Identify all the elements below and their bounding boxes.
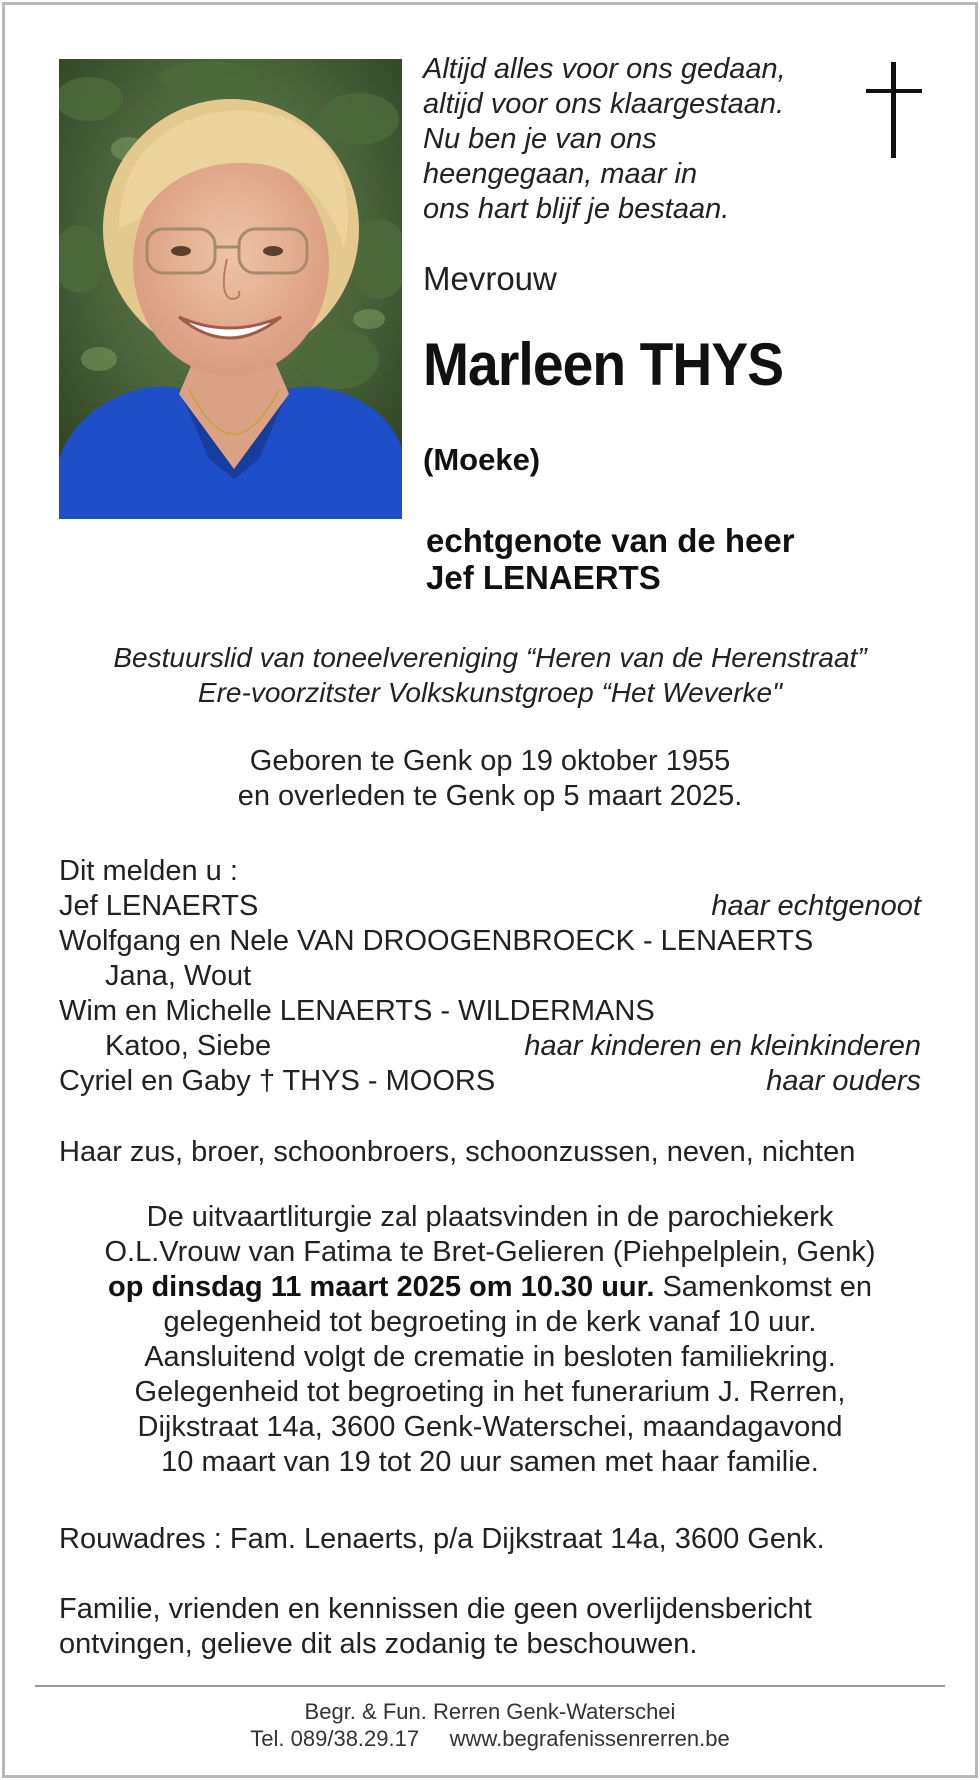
portrait-photo	[59, 59, 402, 519]
function-line: Ere-voorzitster Volkskunstgroep “Het Weverke"	[197, 677, 783, 708]
list-item	[59, 889, 921, 924]
funeral-line: Aansluitend volgt de crematie in besloten familiekring.	[144, 1341, 836, 1373]
spouse-line-2: Jef LENAERTS	[426, 559, 661, 596]
list-item	[59, 1029, 921, 1064]
funeral-line: Gelegenheid tot begroeting in het funerarium J. Rerren,	[134, 1376, 846, 1408]
intro-text: Dit melden u :	[59, 855, 238, 887]
list-item	[59, 994, 921, 1029]
announcer-name: Jana, Wout	[105, 960, 252, 992]
footer	[40, 1698, 940, 1752]
poem-line: altijd voor ons klaargestaan.	[423, 88, 785, 120]
announcer-name: Katoo, Siebe	[105, 1030, 272, 1062]
funeral-line: O.L.Vrouw van Fatima te Bret-Gelieren (Piehpelplein, Genk)	[104, 1236, 876, 1268]
announcers	[59, 854, 921, 1099]
footer-contact: Tel. 089/38.29.17 www.begrafenissenrerren.be	[250, 1726, 730, 1751]
announcer-relation: haar kinderen en kleinkinderen	[524, 1030, 921, 1062]
divider	[35, 1685, 945, 1687]
announcer-name: Cyriel en Gaby † THYS - MOORS	[59, 1065, 496, 1097]
notice-line: Familie, vrienden en kennissen die geen overlijdensbericht	[59, 1593, 812, 1625]
notice-line: ontvingen, gelieve dit als zodanig te beschouwen.	[59, 1628, 698, 1660]
list-item	[59, 924, 921, 959]
funeral-line: 10 maart van 19 tot 20 uur samen met haar familie.	[161, 1446, 819, 1478]
functions	[40, 640, 940, 710]
deceased-name: Marleen THYS	[423, 331, 784, 398]
funeral-line	[40, 1270, 940, 1305]
salutation: Mevrouw	[423, 260, 557, 297]
footer-company: Begr. & Fun. Rerren Genk-Waterschei	[304, 1699, 676, 1724]
funeral-date: op dinsdag 11 maart 2025 om 10.30 uur.	[107, 1271, 655, 1303]
siblings: Haar zus, broer, schoonbroers, schoonzussen, neven, nichten	[59, 1136, 856, 1168]
announcer-name: Wolfgang en Nele VAN DROOGENBROECK - LENAERTS	[59, 925, 814, 957]
funeral-line: De uitvaartliturgie zal plaatsvinden in de parochiekerk	[146, 1201, 834, 1233]
funeral-line: gelegenheid tot begroeting in de kerk vanaf 10 uur.	[163, 1306, 817, 1338]
mourning-address: Rouwadres : Fam. Lenaerts, p/a Dijkstraat 14a, 3600 Genk.	[59, 1523, 825, 1555]
announcer-relation: haar ouders	[766, 1065, 921, 1097]
poem-line: ons hart blijf je bestaan.	[423, 193, 730, 225]
poem	[423, 52, 843, 227]
poem-line: heengegaan, maar in	[423, 158, 698, 190]
notice	[59, 1592, 812, 1662]
spouse-info	[426, 522, 795, 596]
nickname: (Moeke)	[423, 442, 541, 477]
list-item	[59, 1064, 921, 1099]
cross-icon	[866, 62, 922, 158]
death-line: en overleden te Genk op 5 maart 2025.	[237, 780, 743, 812]
announcer-relation: haar echtgenoot	[711, 890, 921, 922]
announcers-intro	[59, 854, 921, 889]
function-line: Bestuurslid van toneelvereniging “Heren van de Herenstraat”	[113, 642, 867, 673]
list-item	[59, 959, 921, 994]
poem-line: Nu ben je van ons	[423, 123, 657, 155]
birth-death	[40, 744, 940, 814]
announcer-name: Jef LENAERTS	[59, 890, 259, 922]
funeral-line-rest: Samenkomst en	[654, 1271, 872, 1303]
birth-line: Geboren te Genk op 19 oktober 1955	[249, 745, 731, 777]
spouse-line-1: echtgenote van de heer	[426, 522, 795, 559]
funeral-info	[40, 1200, 940, 1480]
funeral-line: Dijkstraat 14a, 3600 Genk-Waterschei, maandagavond	[137, 1411, 843, 1443]
poem-line: Altijd alles voor ons gedaan,	[423, 53, 786, 85]
announcer-name: Wim en Michelle LENAERTS - WILDERMANS	[59, 995, 655, 1027]
